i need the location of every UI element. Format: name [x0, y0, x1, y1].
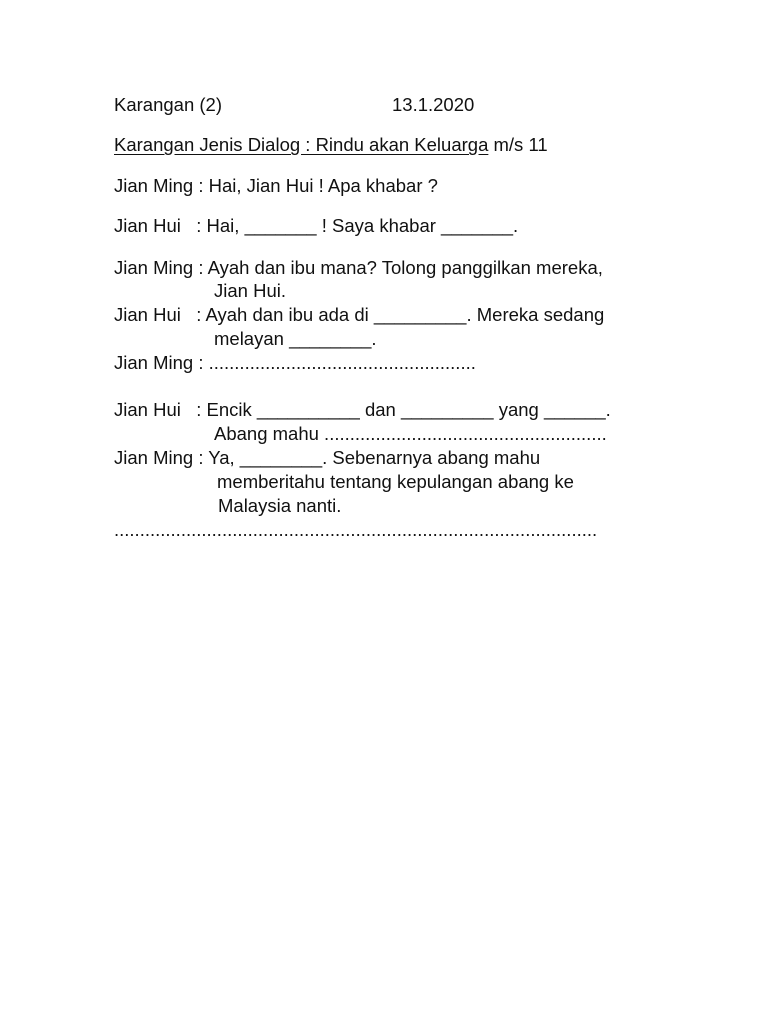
document-date: 13.1.2020	[392, 94, 475, 115]
document-subtitle	[114, 134, 548, 156]
dialog-line: ..............................................................................................	[114, 519, 598, 540]
dialog-line: Jian Hui : Hai, _______ ! Saya khabar _______.	[114, 215, 519, 236]
dialog-line: Jian Ming : Hai, Jian Hui ! Apa khabar ?	[114, 175, 438, 196]
dialog-line: Jian Ming : ....................................................	[114, 352, 476, 373]
dialog-line: Jian Hui : Encik __________ dan _________ yang ______.	[114, 399, 611, 420]
subtitle-underlined: Karangan Jenis Dialog : Rindu akan Keluarga	[114, 134, 489, 155]
dialog-line-continuation: memberitahu tentang kepulangan abang ke	[217, 471, 574, 492]
subtitle-page-ref: m/s 11	[488, 134, 548, 155]
dialog-line: Jian Ming : Ya, ________. Sebenarnya abang mahu	[114, 447, 541, 468]
dialog-line-continuation: melayan ________.	[214, 328, 377, 349]
dialog-line: Jian Hui : Ayah dan ibu ada di _________. Mereka sedang	[114, 304, 605, 325]
dialog-line-continuation: Jian Hui.	[214, 280, 286, 301]
dialog-line-continuation: Abang mahu .......................................................	[214, 423, 607, 444]
dialog-line-continuation: Malaysia nanti.	[218, 495, 342, 516]
document-title: Karangan (2)	[114, 94, 222, 115]
dialog-line: Jian Ming : Ayah dan ibu mana? Tolong panggilkan mereka,	[114, 257, 603, 278]
